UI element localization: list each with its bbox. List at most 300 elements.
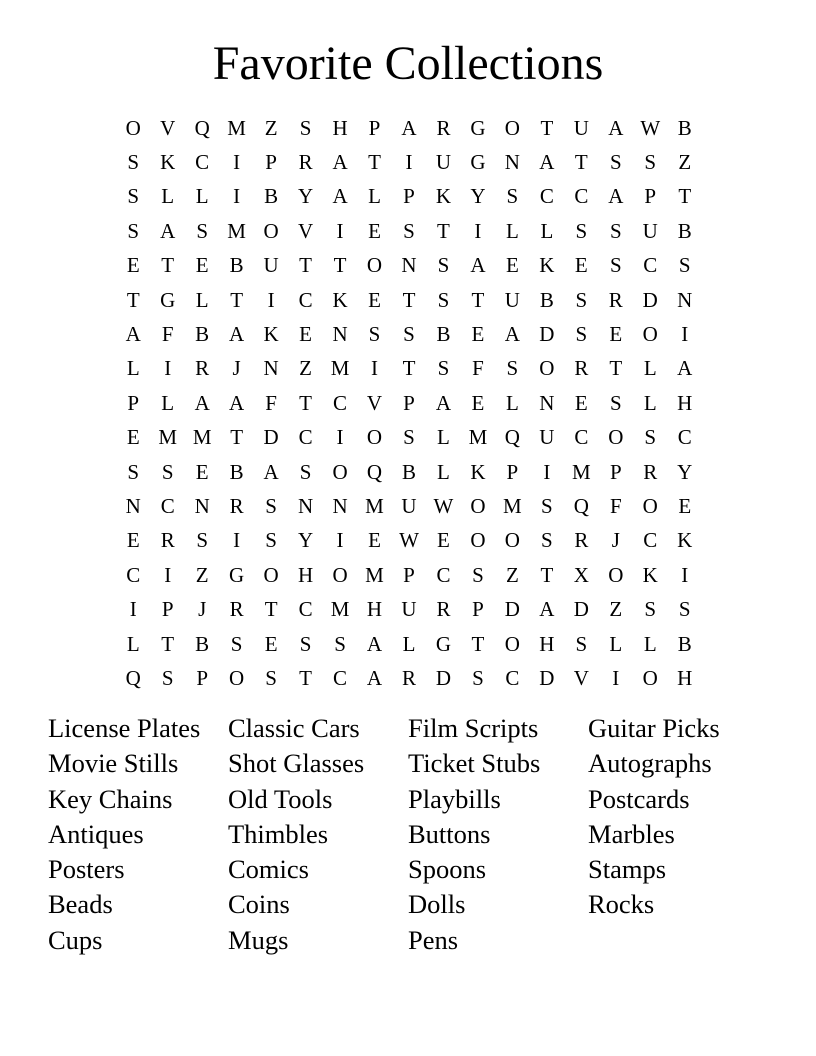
grid-cell[interactable]: M	[468, 425, 488, 450]
grid-cell[interactable]: K	[642, 562, 658, 587]
grid-cell[interactable]: W	[399, 528, 419, 553]
grid-row	[116, 592, 702, 626]
grid-cell[interactable]: L	[505, 218, 519, 243]
grid-cell[interactable]: A	[504, 322, 520, 347]
grid-cell[interactable]: A	[125, 322, 141, 347]
grid-cell[interactable]: L	[540, 218, 554, 243]
grid-cell[interactable]: B	[677, 218, 692, 243]
grid-cell[interactable]: P	[403, 390, 415, 415]
grid-cell[interactable]: T	[471, 631, 485, 656]
grid-cell[interactable]: W	[433, 493, 454, 518]
grid-cell[interactable]: G	[435, 631, 452, 656]
grid-cell[interactable]: I	[267, 287, 275, 312]
grid-cell[interactable]: S	[196, 528, 209, 553]
grid-cell[interactable]: S	[575, 322, 588, 347]
grid-cell[interactable]: F	[265, 390, 277, 415]
grid-cell[interactable]: U	[401, 493, 417, 518]
grid-cell[interactable]: O	[263, 218, 279, 243]
grid-cell[interactable]: H	[539, 631, 555, 656]
grid-cell[interactable]: I	[371, 356, 379, 381]
grid-cell[interactable]: T	[574, 150, 588, 175]
grid-cell[interactable]: T	[264, 597, 278, 622]
grid-cell[interactable]: P	[403, 562, 415, 587]
grid-cell[interactable]: Y	[470, 184, 486, 209]
grid-cell[interactable]: E	[264, 631, 278, 656]
grid-cell[interactable]: R	[298, 150, 313, 175]
grid-cell[interactable]: C	[298, 287, 313, 312]
grid-cell[interactable]: V	[297, 218, 314, 243]
grid-cell[interactable]: T	[161, 253, 175, 278]
grid-cell[interactable]: E	[574, 390, 588, 415]
grid-cell[interactable]: T	[230, 425, 244, 450]
grid-cell[interactable]: I	[336, 528, 344, 553]
grid-cell[interactable]: I	[129, 597, 137, 622]
grid-cell[interactable]: A	[229, 322, 245, 347]
grid-cell[interactable]: C	[126, 562, 141, 587]
grid-cell[interactable]: O	[470, 528, 486, 553]
grid-cell[interactable]: E	[368, 218, 381, 243]
grid-cell[interactable]: U	[573, 115, 589, 140]
grid-cell[interactable]: E	[126, 253, 140, 278]
grid-cell[interactable]: Q	[504, 425, 520, 450]
grid-cell[interactable]: I	[405, 150, 413, 175]
grid-cell[interactable]: U	[401, 597, 417, 622]
grid-cell[interactable]: B	[264, 184, 279, 209]
grid-cell[interactable]: Q	[573, 493, 589, 518]
grid-row	[116, 352, 702, 386]
grid-cell[interactable]: L	[161, 390, 175, 415]
word-list-item: Thimbles	[228, 818, 329, 849]
grid-cell[interactable]: T	[402, 287, 416, 312]
grid-cell[interactable]: T	[299, 665, 312, 690]
grid-cell[interactable]: R	[436, 115, 451, 140]
grid-cell[interactable]: P	[506, 459, 519, 484]
grid-cell[interactable]: H	[332, 115, 348, 140]
word-list-item: Key Chains	[48, 783, 173, 814]
grid-cell[interactable]: T	[333, 253, 347, 278]
grid-cell[interactable]: C	[643, 253, 658, 278]
grid-cell[interactable]: T	[609, 356, 623, 381]
grid-cell[interactable]: D	[642, 287, 658, 312]
grid-cell[interactable]: P	[644, 184, 657, 209]
grid-cell[interactable]: A	[401, 115, 417, 140]
grid-cell[interactable]: E	[471, 390, 485, 415]
grid-cell[interactable]: S	[437, 287, 450, 312]
grid-cell[interactable]: S	[575, 287, 588, 312]
grid-cell[interactable]: R	[195, 356, 210, 381]
grid-cell[interactable]: D	[573, 597, 589, 622]
grid-cell[interactable]: I	[164, 356, 172, 381]
grid-cell[interactable]: A	[539, 150, 555, 175]
grid-cell[interactable]: K	[435, 184, 452, 209]
grid-cell[interactable]: L	[437, 459, 450, 484]
grid-cell[interactable]: P	[472, 597, 484, 622]
grid-cell[interactable]: S	[678, 597, 691, 622]
grid-cell[interactable]: A	[470, 253, 486, 278]
grid-cell[interactable]: P	[403, 184, 415, 209]
grid-cell[interactable]: D	[435, 665, 452, 690]
grid-cell[interactable]: N	[677, 287, 693, 312]
grid-cell[interactable]: M	[227, 115, 246, 140]
grid-cell[interactable]: O	[642, 493, 658, 518]
grid-cell[interactable]: D	[504, 597, 520, 622]
grid-cell[interactable]: S	[127, 218, 140, 243]
grid-cell[interactable]: S	[541, 528, 553, 553]
grid-cell[interactable]: Z	[299, 356, 312, 381]
grid-cell[interactable]: O	[366, 253, 383, 278]
grid-cell[interactable]: T	[540, 115, 554, 140]
grid-cell[interactable]: T	[471, 287, 485, 312]
grid-cell[interactable]: E	[299, 322, 312, 347]
grid-cell[interactable]: O	[229, 665, 245, 690]
grid-cell[interactable]: J	[198, 597, 207, 622]
word-list-item: Stamps	[588, 854, 667, 885]
grid-cell[interactable]: B	[195, 631, 210, 656]
grid-cell[interactable]: T	[126, 287, 140, 312]
grid-cell[interactable]: C	[333, 665, 348, 690]
grid-cell[interactable]: S	[644, 425, 657, 450]
grid-cell[interactable]: E	[368, 528, 381, 553]
grid-cell[interactable]: N	[263, 356, 279, 381]
grid-cell[interactable]: E	[471, 322, 485, 347]
grid-cell[interactable]: M	[227, 218, 246, 243]
grid-cell[interactable]: E	[505, 253, 519, 278]
grid-cell[interactable]: T	[230, 287, 244, 312]
grid-cell[interactable]: L	[437, 425, 450, 450]
grid-cell[interactable]: I	[474, 218, 482, 243]
grid-cell[interactable]: O	[470, 493, 486, 518]
grid-cell[interactable]: N	[332, 322, 348, 347]
grid-cell[interactable]: S	[575, 631, 588, 656]
grid-cell[interactable]: L	[402, 631, 416, 656]
grid-cell[interactable]: T	[368, 150, 381, 175]
word-list-item: Coins	[228, 889, 290, 920]
grid-cell[interactable]: I	[164, 562, 172, 587]
grid-cell[interactable]: S	[541, 493, 553, 518]
grid-cell[interactable]: B	[436, 322, 451, 347]
grid-cell[interactable]: N	[539, 390, 555, 415]
grid-cell[interactable]: J	[611, 528, 620, 553]
grid-cell[interactable]: Y	[297, 528, 314, 553]
grid-cell[interactable]: I	[336, 425, 344, 450]
grid-cell[interactable]: P	[161, 597, 174, 622]
grid-cell[interactable]: L	[161, 184, 175, 209]
grid-cell[interactable]: E	[126, 528, 140, 553]
grid-row	[116, 421, 702, 455]
grid-cell[interactable]: C	[574, 184, 589, 209]
grid-cell[interactable]: U	[435, 150, 452, 175]
grid-cell[interactable]: A	[608, 184, 624, 209]
grid-cell[interactable]: S	[644, 150, 657, 175]
grid-cell[interactable]: S	[299, 115, 312, 140]
grid-cell[interactable]: A	[435, 390, 452, 415]
grid-cell[interactable]: C	[539, 184, 554, 209]
grid-cell[interactable]: K	[263, 322, 279, 347]
grid-cell[interactable]: Q	[366, 459, 383, 484]
grid-cell[interactable]: R	[574, 356, 589, 381]
grid-cell[interactable]: S	[437, 253, 450, 278]
grid-cell[interactable]: G	[229, 562, 245, 587]
grid-cell[interactable]: D	[539, 322, 555, 347]
grid-cell[interactable]: M	[158, 425, 178, 450]
grid-cell[interactable]: Z	[195, 562, 209, 587]
grid-cell[interactable]: R	[436, 597, 451, 622]
grid-cell[interactable]: S	[196, 218, 209, 243]
grid-cell[interactable]: L	[643, 356, 657, 381]
grid-cell[interactable]: B	[677, 115, 692, 140]
grid-cell[interactable]: M	[330, 597, 350, 622]
grid-cell[interactable]: R	[401, 665, 416, 690]
grid-cell[interactable]: V	[160, 115, 176, 140]
grid-cell[interactable]: S	[575, 218, 588, 243]
grid-cell[interactable]: P	[127, 390, 140, 415]
grid-cell[interactable]: A	[229, 390, 245, 415]
grid-cell[interactable]: P	[368, 115, 381, 140]
grid-cell[interactable]: A	[677, 356, 693, 381]
grid-cell[interactable]: U	[539, 425, 555, 450]
grid-cell[interactable]: Z	[264, 115, 278, 140]
grid-cell[interactable]: M	[571, 459, 591, 484]
grid-cell[interactable]: O	[504, 115, 520, 140]
grid-cell[interactable]: V	[573, 665, 589, 690]
grid-cell[interactable]: L	[643, 631, 657, 656]
grid-cell[interactable]: B	[677, 631, 692, 656]
grid-cell[interactable]: I	[336, 218, 344, 243]
grid-cell[interactable]: S	[506, 356, 519, 381]
grid-cell[interactable]: S	[678, 253, 691, 278]
grid-cell[interactable]: S	[506, 184, 519, 209]
grid-cell[interactable]: L	[505, 390, 519, 415]
grid-cell[interactable]: Y	[297, 184, 314, 209]
grid-cell[interactable]: I	[233, 184, 241, 209]
grid-cell[interactable]: R	[643, 459, 658, 484]
grid-cell[interactable]: S	[609, 253, 622, 278]
grid-cell[interactable]: C	[195, 150, 210, 175]
grid-cell[interactable]: D	[539, 665, 555, 690]
grid-cell[interactable]: S	[403, 425, 415, 450]
grid-cell[interactable]: Z	[609, 597, 623, 622]
grid-cell[interactable]: S	[127, 459, 140, 484]
grid-cell[interactable]: N	[504, 150, 520, 175]
grid-cell[interactable]: K	[332, 287, 348, 312]
grid-cell[interactable]: K	[539, 253, 555, 278]
grid-cell[interactable]: S	[299, 459, 312, 484]
grid-cell[interactable]: T	[299, 253, 312, 278]
grid-cell[interactable]: C	[436, 562, 451, 587]
grid-cell[interactable]: Q	[125, 665, 141, 690]
grid-cell[interactable]: T	[540, 562, 554, 587]
grid-cell[interactable]: C	[160, 493, 175, 518]
grid-cell[interactable]: B	[539, 287, 554, 312]
grid-cell[interactable]: B	[195, 322, 210, 347]
grid-cell[interactable]: U	[642, 218, 658, 243]
grid-cell[interactable]: S	[265, 528, 277, 553]
grid-cell[interactable]: H	[366, 597, 383, 622]
grid-cell[interactable]: L	[368, 184, 381, 209]
grid-cell[interactable]: L	[643, 390, 657, 415]
grid-cell[interactable]: C	[298, 597, 313, 622]
grid-cell[interactable]: O	[642, 665, 658, 690]
grid-cell[interactable]: O	[608, 425, 624, 450]
grid-cell[interactable]: F	[472, 356, 484, 381]
grid-cell[interactable]: D	[263, 425, 279, 450]
grid-cell[interactable]: S	[368, 322, 381, 347]
grid-cell[interactable]: M	[330, 356, 350, 381]
grid-cell[interactable]: P	[609, 459, 622, 484]
grid-row	[116, 455, 702, 489]
grid-cell[interactable]: B	[401, 459, 416, 484]
grid-cell[interactable]: P	[196, 665, 209, 690]
grid-cell[interactable]: O	[366, 425, 383, 450]
grid-cell[interactable]: A	[366, 665, 383, 690]
grid-cell[interactable]: E	[437, 528, 450, 553]
grid-cell[interactable]: E	[195, 459, 209, 484]
grid-cell[interactable]: O	[608, 562, 624, 587]
grid-cell[interactable]: A	[194, 390, 210, 415]
grid-cell[interactable]: S	[472, 665, 484, 690]
grid-cell[interactable]: K	[677, 528, 693, 553]
grid-cell[interactable]: O	[332, 459, 348, 484]
grid-cell[interactable]: R	[574, 528, 589, 553]
grid-cell[interactable]: H	[297, 562, 314, 587]
grid-cell[interactable]: E	[126, 425, 140, 450]
grid-cell[interactable]: Q	[194, 115, 210, 140]
grid-cell[interactable]: M	[192, 425, 212, 450]
grid-cell[interactable]: I	[543, 459, 551, 484]
grid-cell[interactable]: H	[677, 665, 693, 690]
grid-cell[interactable]: G	[160, 287, 176, 312]
grid-cell[interactable]: S	[609, 218, 622, 243]
grid-cell[interactable]: L	[126, 356, 140, 381]
grid-cell[interactable]: S	[161, 459, 174, 484]
grid-cell[interactable]: M	[503, 493, 522, 518]
grid-cell[interactable]: S	[334, 631, 346, 656]
grid-cell[interactable]: V	[366, 390, 383, 415]
grid-cell[interactable]: Z	[678, 150, 692, 175]
grid-cell[interactable]: O	[642, 322, 658, 347]
grid-cell[interactable]: E	[609, 322, 623, 347]
grid-cell[interactable]: B	[229, 253, 244, 278]
grid-cell[interactable]: L	[126, 631, 140, 656]
grid-cell[interactable]: E	[678, 493, 692, 518]
grid-cell[interactable]: O	[332, 562, 348, 587]
grid-cell[interactable]: N	[125, 493, 141, 518]
grid-cell[interactable]: S	[609, 390, 622, 415]
grid-cell[interactable]: S	[127, 150, 140, 175]
grid-cell[interactable]: S	[437, 356, 450, 381]
grid-cell[interactable]: I	[681, 562, 689, 587]
grid-cell[interactable]: S	[609, 150, 622, 175]
grid-cell[interactable]: S	[403, 218, 415, 243]
grid-cell[interactable]: K	[160, 150, 176, 175]
grid-cell[interactable]: S	[299, 631, 312, 656]
grid-cell[interactable]: S	[230, 631, 243, 656]
grid-cell[interactable]: W	[640, 115, 661, 140]
grid-cell[interactable]: C	[298, 425, 313, 450]
grid-cell[interactable]: E	[195, 253, 209, 278]
grid-cell[interactable]: R	[229, 597, 244, 622]
grid-cell[interactable]: G	[470, 115, 486, 140]
grid-cell[interactable]: H	[677, 390, 693, 415]
grid-cell[interactable]: G	[470, 150, 486, 175]
grid-cell[interactable]: O	[125, 115, 141, 140]
grid-cell[interactable]: I	[233, 528, 241, 553]
grid-cell[interactable]: S	[472, 562, 484, 587]
grid-cell[interactable]: T	[402, 356, 416, 381]
grid-cell[interactable]: O	[504, 528, 520, 553]
grid-cell[interactable]: F	[609, 493, 622, 518]
grid-cell[interactable]: C	[574, 425, 589, 450]
grid-cell[interactable]: F	[161, 322, 174, 347]
grid-cell[interactable]: C	[677, 425, 692, 450]
grid-cell[interactable]: E	[574, 253, 588, 278]
grid-cell[interactable]: A	[160, 218, 176, 243]
grid-cell[interactable]: C	[333, 390, 348, 415]
word-list-item: Rocks	[588, 889, 655, 920]
grid-cell[interactable]: T	[161, 631, 175, 656]
grid-cell[interactable]: S	[161, 665, 174, 690]
grid-cell[interactable]: A	[539, 597, 555, 622]
grid-cell[interactable]: S	[265, 493, 277, 518]
grid-cell[interactable]: E	[368, 287, 381, 312]
grid-cell[interactable]: L	[609, 631, 623, 656]
grid-cell[interactable]: L	[195, 184, 209, 209]
grid-cell[interactable]: O	[504, 631, 520, 656]
grid-cell[interactable]: S	[644, 597, 657, 622]
grid-cell[interactable]: T	[678, 184, 692, 209]
grid-cell[interactable]: N	[332, 493, 348, 518]
grid-cell[interactable]: I	[681, 322, 689, 347]
grid-cell[interactable]: X	[573, 562, 589, 587]
grid-cell[interactable]: N	[194, 493, 210, 518]
grid-cell[interactable]: S	[265, 665, 277, 690]
grid-cell[interactable]: B	[229, 459, 244, 484]
grid-cell[interactable]: C	[643, 528, 658, 553]
grid-cell[interactable]: A	[608, 115, 624, 140]
grid-cell[interactable]: S	[403, 322, 415, 347]
grid-cell[interactable]: N	[297, 493, 314, 518]
grid-cell[interactable]: R	[608, 287, 623, 312]
grid-cell[interactable]: C	[505, 665, 520, 690]
grid-cell[interactable]: A	[263, 459, 279, 484]
grid-cell[interactable]: A	[366, 631, 383, 656]
grid-cell[interactable]: M	[365, 562, 384, 587]
grid-cell[interactable]: R	[160, 528, 175, 553]
grid-cell[interactable]: U	[504, 287, 520, 312]
grid-cell[interactable]: J	[232, 356, 241, 381]
grid-cell[interactable]: L	[195, 287, 209, 312]
grid-cell[interactable]: M	[365, 493, 384, 518]
grid-cell[interactable]: A	[332, 150, 348, 175]
grid-cell[interactable]: I	[233, 150, 241, 175]
grid-cell[interactable]: Y	[677, 459, 693, 484]
grid-cell[interactable]: I	[612, 665, 620, 690]
grid-cell[interactable]: P	[265, 150, 277, 175]
grid-cell[interactable]: O	[263, 562, 279, 587]
word-list-item: Dolls	[408, 889, 466, 920]
grid-cell[interactable]: T	[299, 390, 312, 415]
grid-cell[interactable]: T	[437, 218, 450, 243]
grid-cell[interactable]: Z	[505, 562, 519, 587]
grid-cell[interactable]: S	[127, 184, 140, 209]
grid-cell[interactable]: N	[401, 253, 417, 278]
grid-cell[interactable]: K	[470, 459, 486, 484]
grid-cell[interactable]: A	[332, 184, 348, 209]
grid-cell[interactable]: U	[263, 253, 279, 278]
word-list-item: Old Tools	[228, 783, 333, 814]
grid-cell[interactable]: O	[539, 356, 555, 381]
grid-cell[interactable]: R	[229, 493, 244, 518]
